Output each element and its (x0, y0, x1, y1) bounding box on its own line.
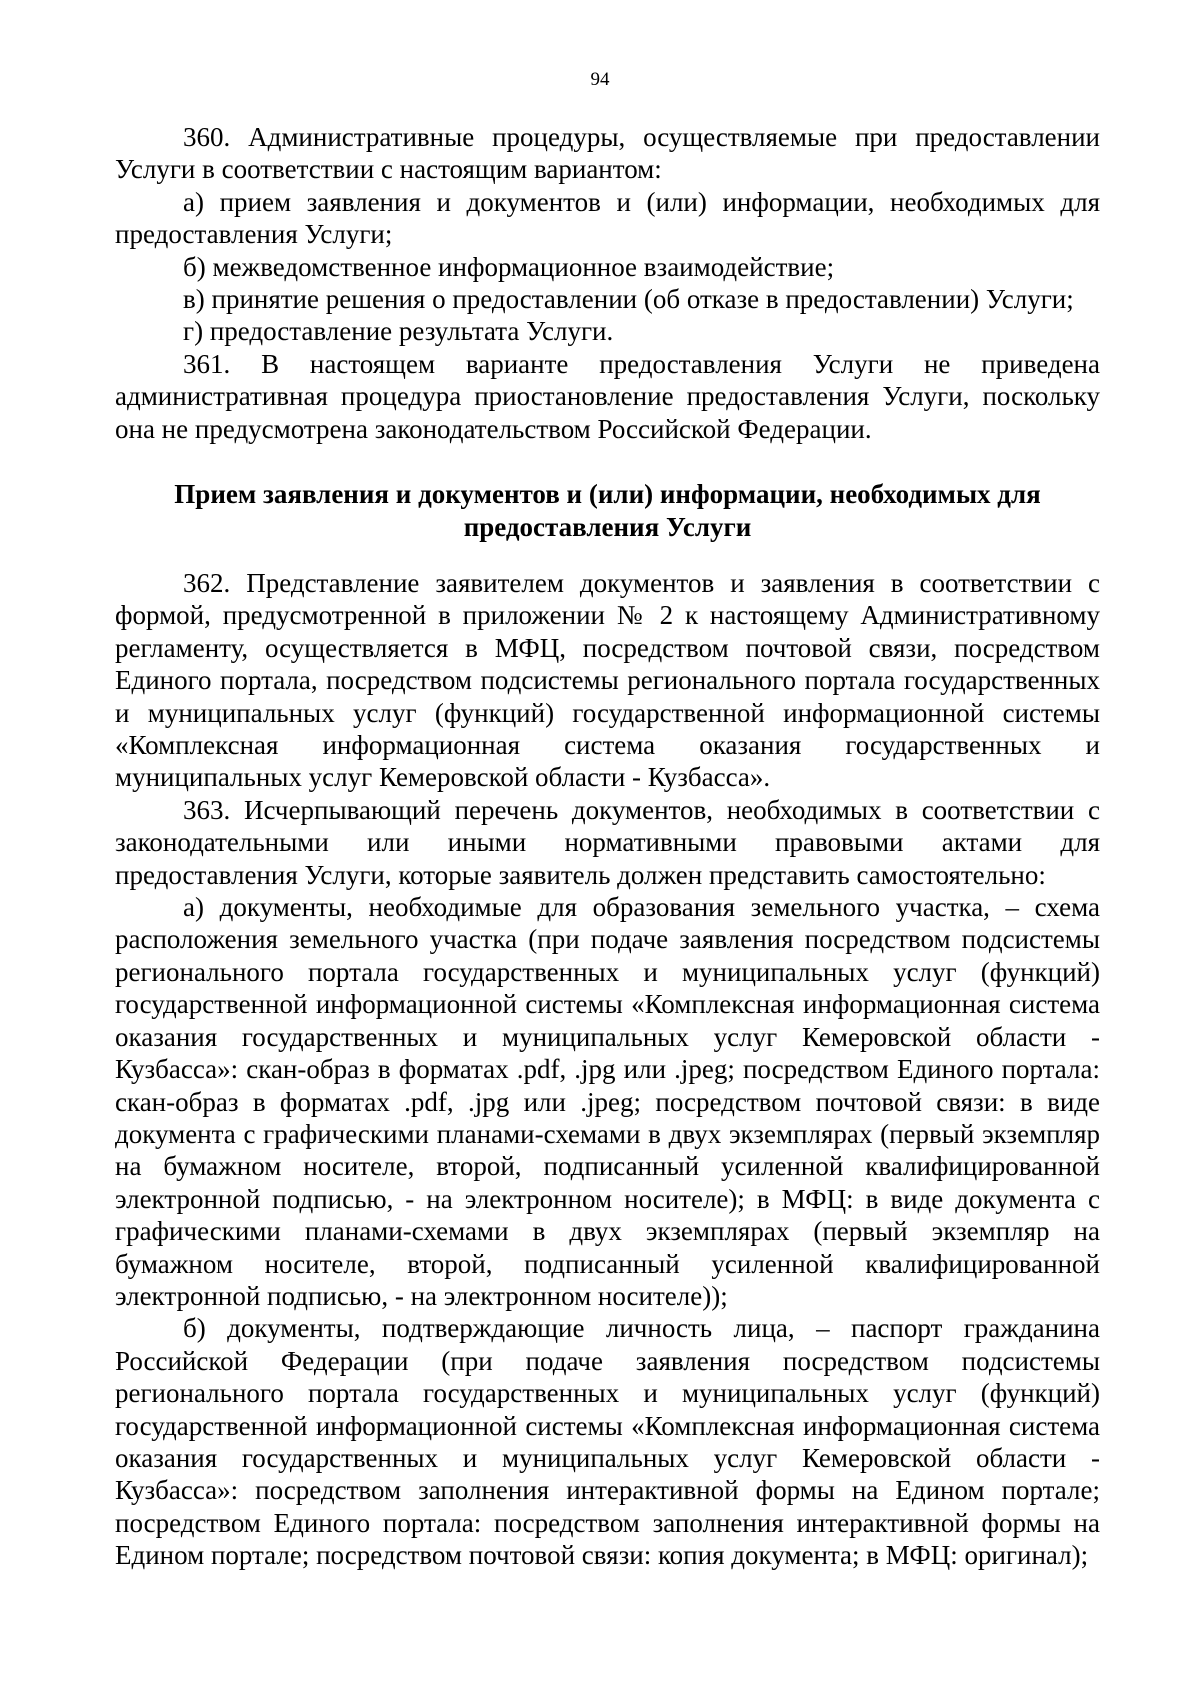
paragraph-362: 362. Представление заявителем документов и заявления в соответствии с формой, предусмотренной в приложении № 2 к настоящему Административному регламенту, осуществляется в МФЦ, посредством почтовой связи, посредством Единого портала, посредством подсистемы регионального портала государственных и муниципальных услуг (функций) государственной информационной системы «Комплексная информационная система оказания государственных и муниципальных услуг Кемеровской области - Кузбасса». (115, 568, 1100, 793)
paragraph-360: 360. Административные процедуры, осуществляемые при предоставлении Услуги в соответствии с настоящим вариантом: (115, 122, 1100, 185)
list-item-v: в) принятие решения о предоставлении (об отказе в предоставлении) Услуги; (183, 284, 1074, 315)
section-application-intake (115, 567, 1100, 1572)
list-item-g: г) предоставление результата Услуги. (183, 316, 614, 347)
list-item-b-identity: б) документы, подтверждающие личность лица, – паспорт гражданина Российской Федерации (при подаче заявления посредством подсистемы регионального портала государственных и муниципальных услуг (функций) государственной информационной системы «Комплексная информационная система оказания государственных и муниципальных услуг Кемеровской области - Кузбасса»: посредством заполнения интерактивной формы на Едином портале; посредством Единого портала: посредством заполнения интерактивной формы на Едином портале; посредством почтовой связи: копия документа; в МФЦ: оригинал); (115, 1313, 1100, 1571)
section-administrative-procedures (115, 121, 1100, 445)
paragraph-361: 361. В настоящем варианте предоставления Услуги не приведена административная процедура приостановление предоставления Услуги, поскольку она не предусмотрена законодательством Российской Федерации. (115, 348, 1100, 444)
list-item-a: а) прием заявления и документов и (или) информации, необходимых для предоставления Услуги; (115, 186, 1100, 250)
section-heading-line-2: предоставления Услуги (463, 512, 752, 542)
section-heading (115, 478, 1100, 544)
list-item-b: б) межведомственное информационное взаимодействие; (183, 251, 835, 282)
paragraph-363: 363. Исчерпывающий перечень документов, необходимых в соответствии с законодательными или иными нормативными правовыми актами для предоставления Услуги, которые заявитель должен представить самостоятельно: (115, 794, 1100, 890)
list-item-a-documents: а) документы, необходимые для образования земельного участка, – схема расположения земельного участка (при подаче заявления посредством подсистемы регионального портала государственных и муниципальных услуг (функций) государственной информационной системы «Комплексная информационная система оказания государственных и муниципальных услуг Кемеровской области - Кузбасса»: скан-образ в форматах .pdf, .jpg или .jpeg; посредством Единого портала: скан-образ в форматах .pdf, .jpg или .jpeg; посредством почтовой связи: в виде документа с графическими планами-схемами в двух экземплярах (первый экземпляр на бумажном носителе, второй, подписанный усиленной квалифицированной электронной подписью, - на электронном носителе); в МФЦ: в виде документа с графическими планами-схемами в двух экземплярах (первый экземпляр на бумажном носителе, второй, подписанный усиленной квалифицированной электронной подписью, - на электронном носителе)); (115, 892, 1100, 1311)
section-heading-line-1: Прием заявления и документов и (или) информации, необходимых для (174, 479, 1041, 509)
page-number: 94 (590, 69, 610, 90)
